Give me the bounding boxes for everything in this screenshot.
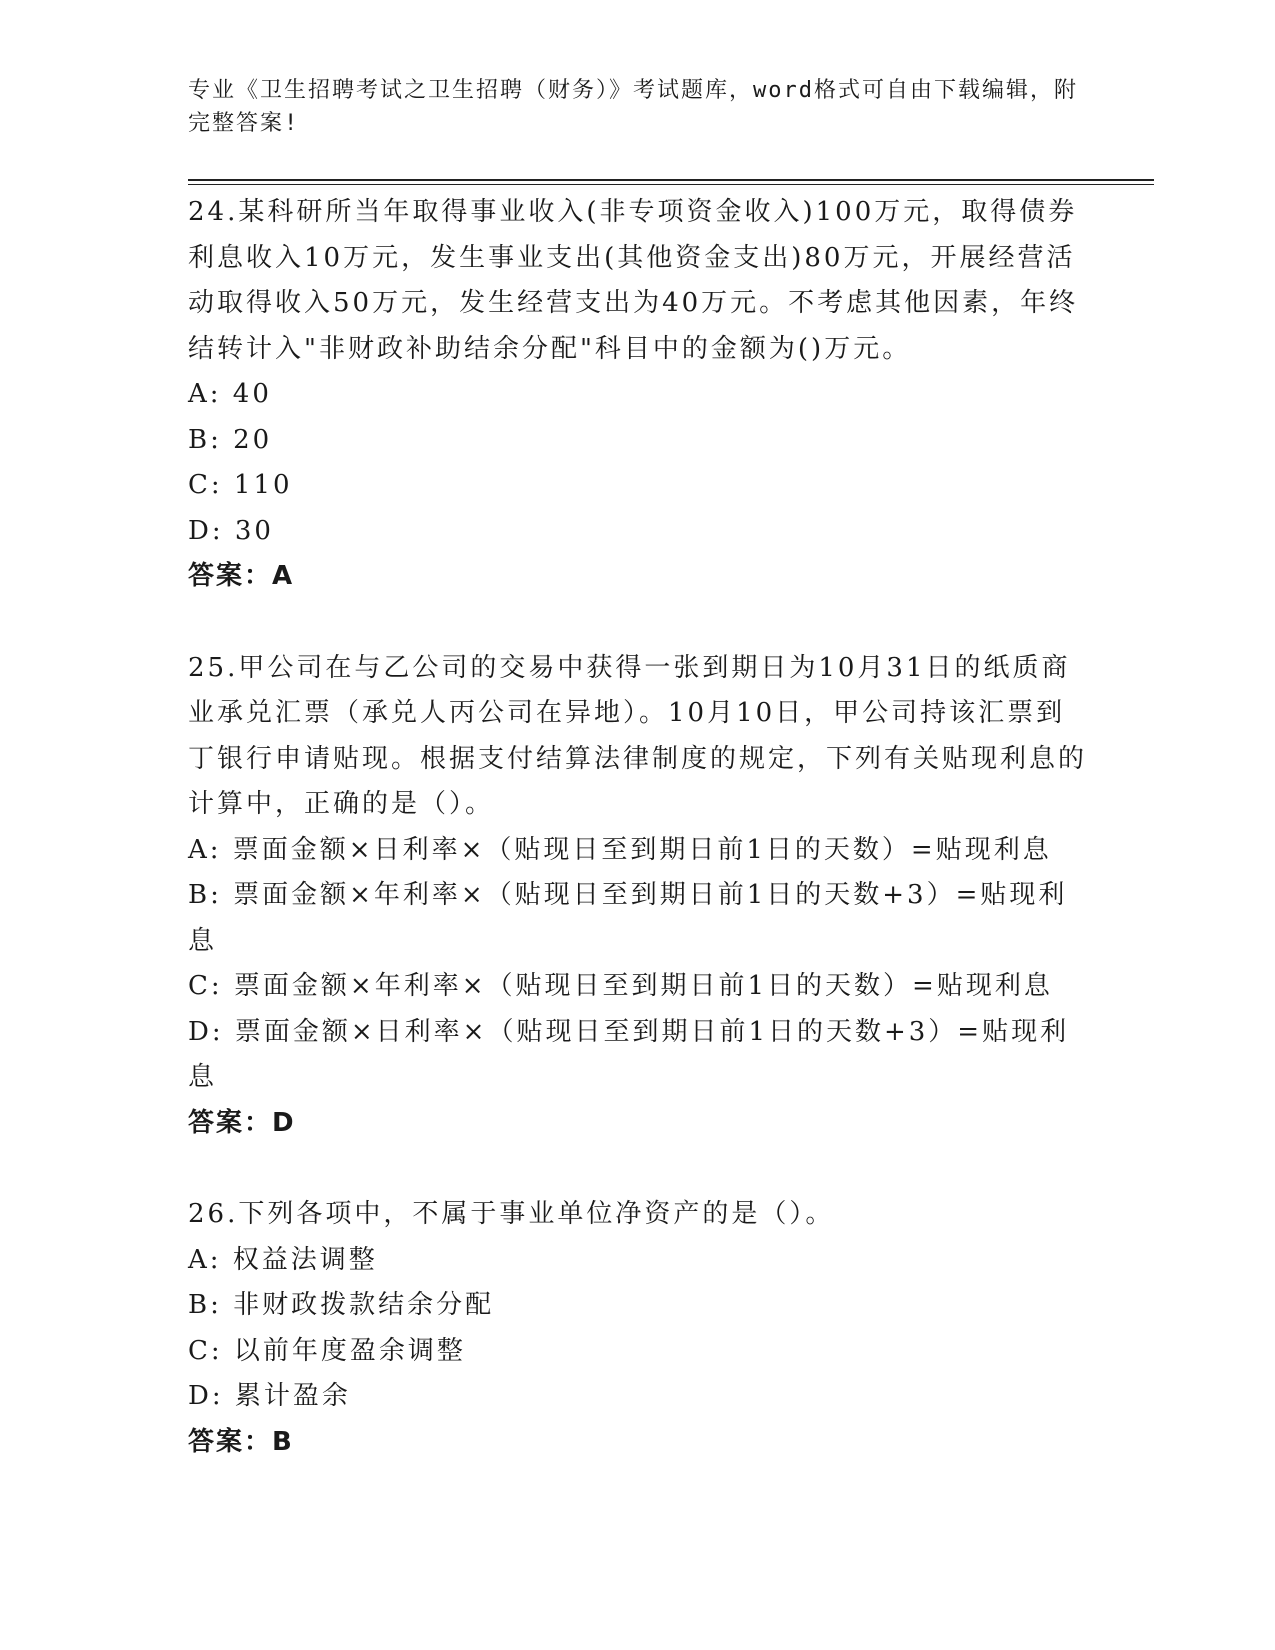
answer: 答案：A bbox=[188, 561, 295, 591]
question-24 bbox=[188, 190, 1088, 600]
header-divider-thin bbox=[188, 184, 1154, 185]
question-text: 25.甲公司在与乙公司的交易中获得一张到期日为10月31日的纸质商业承兑汇票（承兑人丙公司在异地）。10月10日，甲公司持该汇票到丁银行申请贴现。根据支付结算法律制度的规定，下列有关贴现利息的计算中，正确的是（）。 bbox=[188, 652, 1088, 819]
answer: 答案：D bbox=[188, 1107, 296, 1138]
question-text: 26.下列各项中，不属于事业单位净资产的是（）。 bbox=[188, 1199, 835, 1229]
option-d: D: 累计盈余 bbox=[188, 1381, 351, 1411]
question-25 bbox=[188, 646, 1088, 1147]
option-c: C: 以前年度盈余调整 bbox=[188, 1335, 466, 1366]
option-b: B: 20 bbox=[188, 424, 273, 455]
option-a: A: 权益法调整 bbox=[188, 1244, 378, 1275]
option-b: B: 票面金额×年利率×（贴现日至到期日前1日的天数+3）=贴现利息 bbox=[188, 880, 1068, 956]
option-a: A: 票面金额×日利率×（贴现日至到期日前1日的天数）=贴现利息 bbox=[188, 834, 1052, 865]
question-text: 24.某科研所当年取得事业收入(非专项资金收入)100万元，取得债券利息收入10万元，发生事业支出(其他资金支出)80万元，开展经营活动取得收入50万元，发生经营支出为40万元。不考虑其他因素，年终结转计入"非财政补助结余分配"科目中的金额为()万元。 bbox=[188, 197, 1079, 364]
option-a: A: 40 bbox=[188, 379, 272, 409]
question-list bbox=[188, 190, 1088, 1465]
option-d: D: 30 bbox=[188, 515, 274, 546]
question-26 bbox=[188, 1192, 1088, 1465]
document-header: 专业《卫生招聘考试之卫生招聘（财务）》考试题库，word格式可自由下载编辑，附完整答案! bbox=[188, 78, 1078, 136]
answer: 答案：B bbox=[188, 1426, 294, 1457]
option-b: B: 非财政拨款结余分配 bbox=[188, 1290, 495, 1320]
option-c: C: 票面金额×年利率×（贴现日至到期日前1日的天数）=贴现利息 bbox=[188, 971, 1053, 1001]
option-d: D: 票面金额×日利率×（贴现日至到期日前1日的天数+3）=贴现利息 bbox=[188, 1016, 1070, 1092]
header-divider-thick bbox=[188, 179, 1154, 181]
option-c: C: 110 bbox=[188, 470, 293, 500]
